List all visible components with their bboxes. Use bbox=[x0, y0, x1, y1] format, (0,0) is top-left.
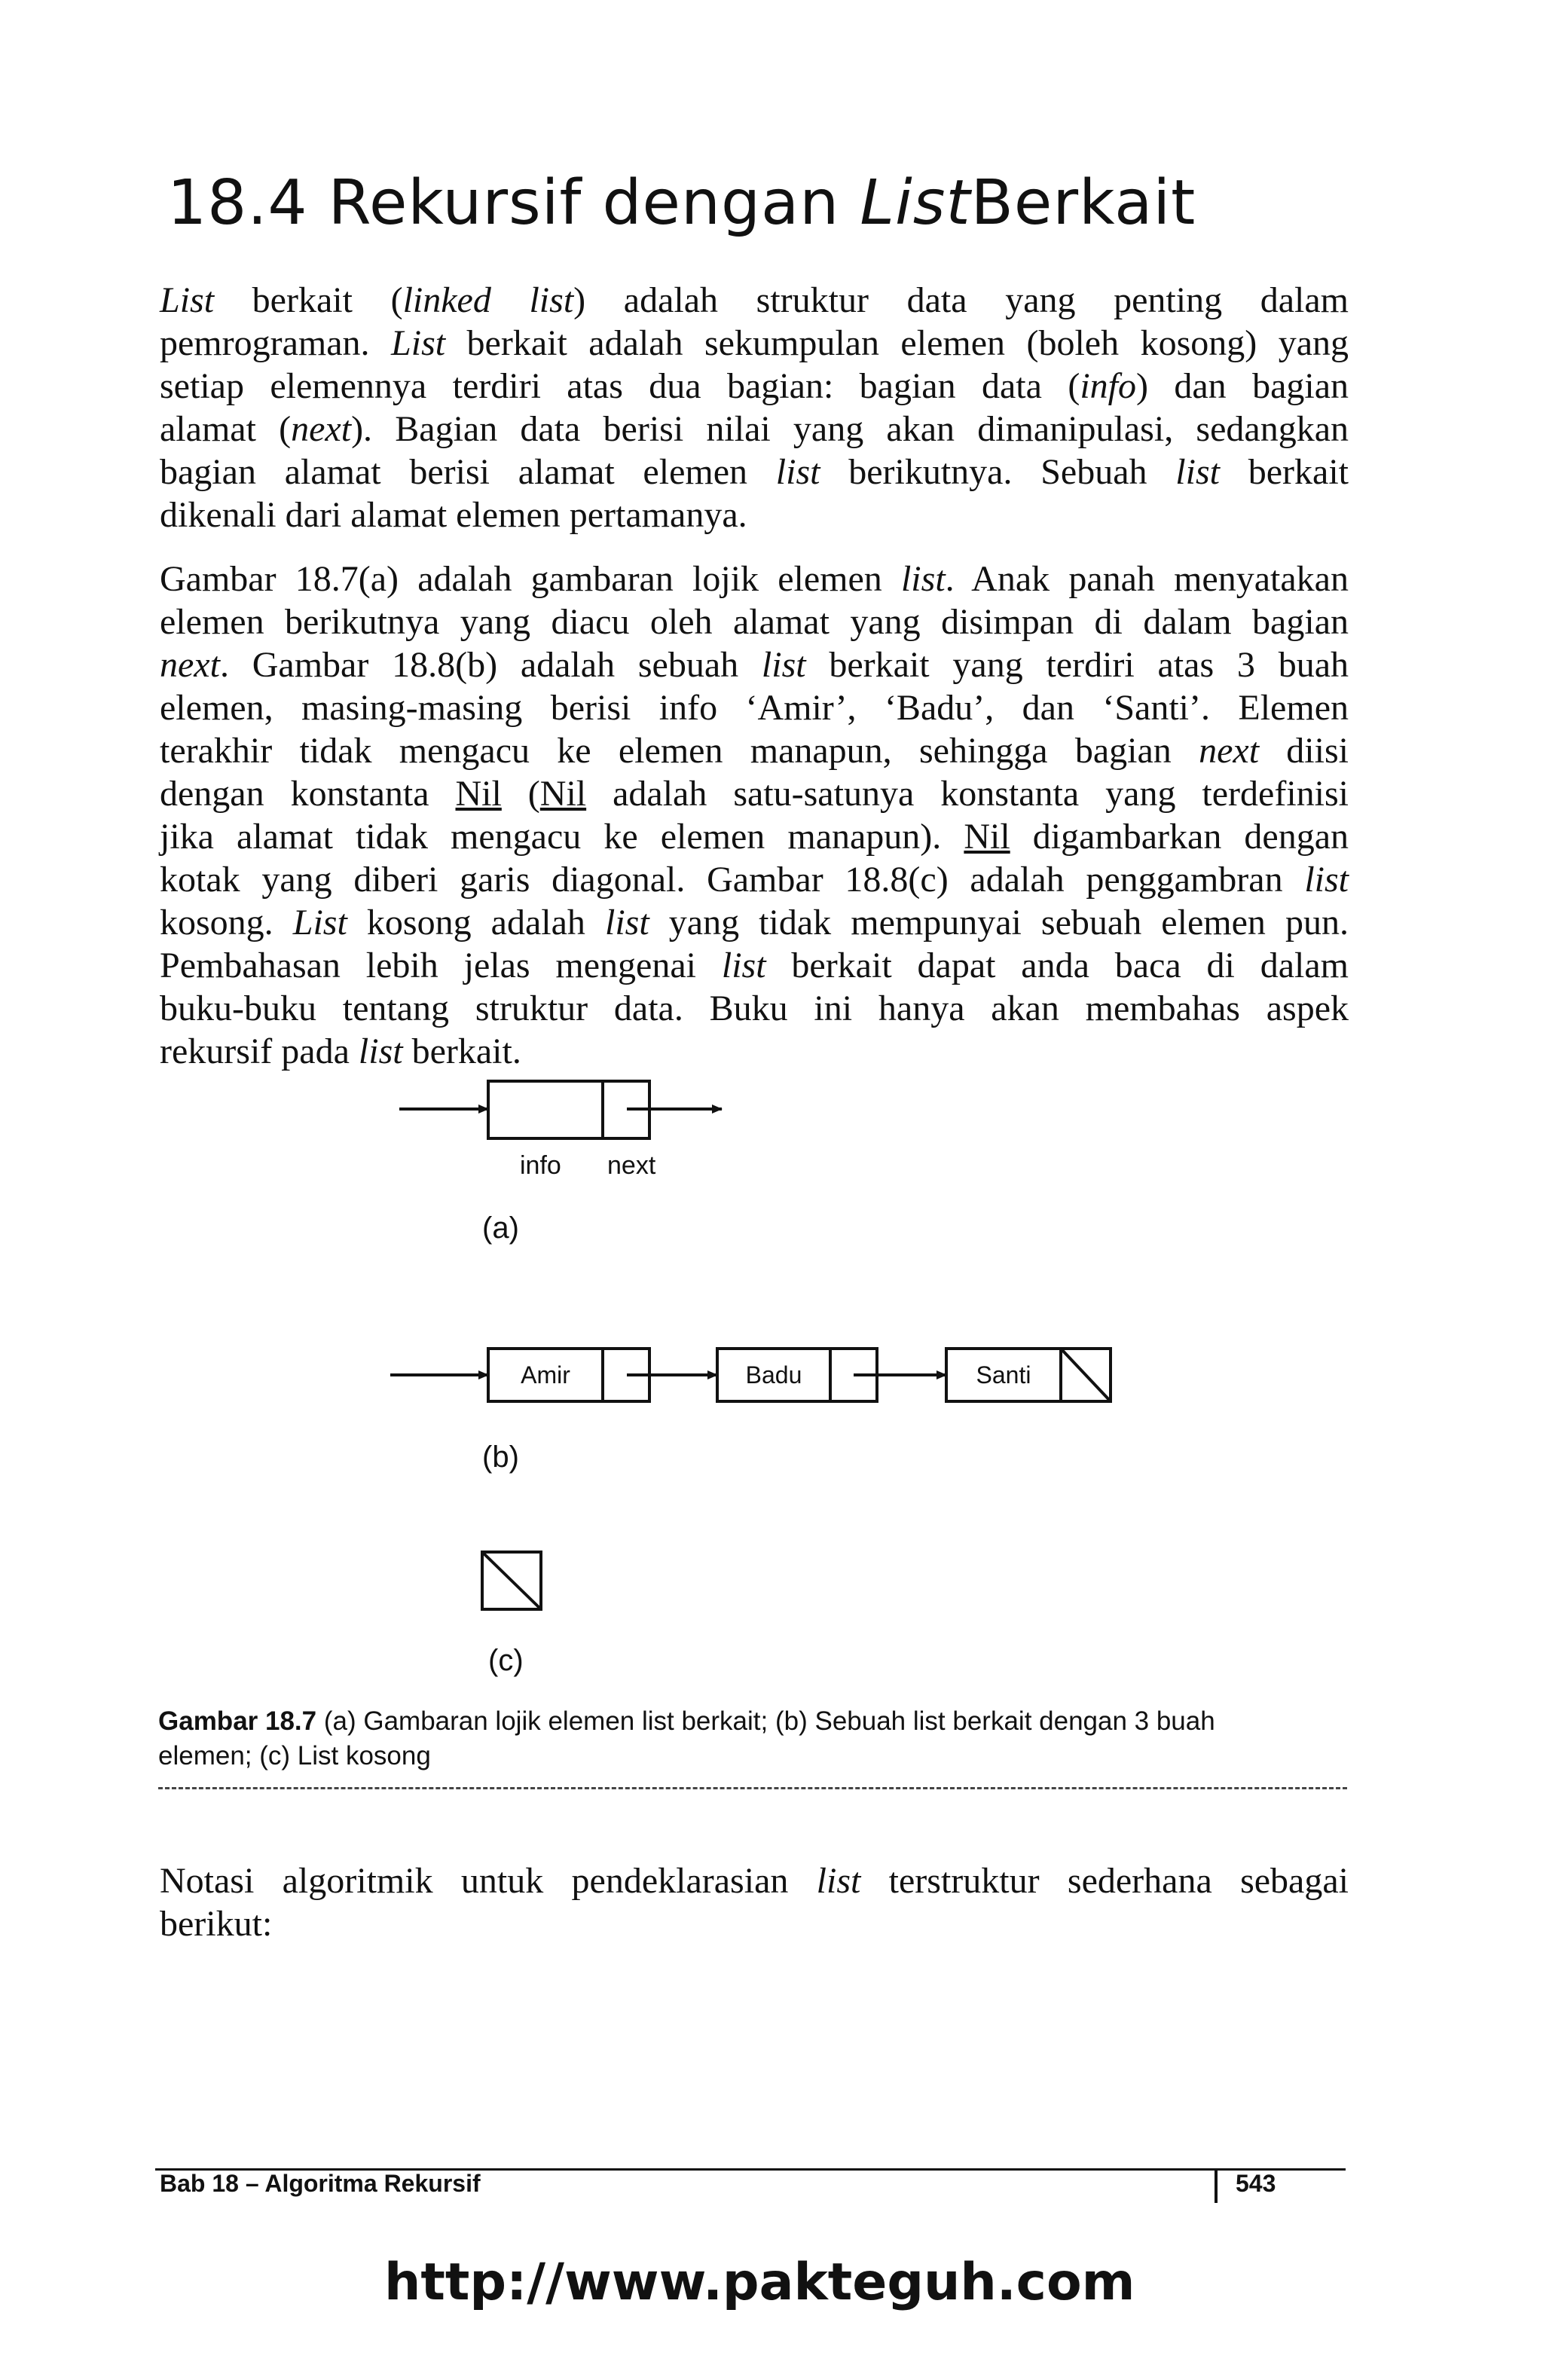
text-run: dikenali dari alamat elemen pertamanya. bbox=[160, 495, 747, 535]
text-run: elemen berikutnya yang diacu oleh alamat yang disimpan di dalam bagian bbox=[160, 602, 1349, 642]
text-run: diisi bbox=[1259, 731, 1349, 771]
text-run: berkait yang terdiri atas 3 buah bbox=[805, 645, 1349, 685]
text-line bbox=[160, 1859, 1349, 1902]
underlined-term: Nil bbox=[539, 774, 587, 814]
text-run: kotak yang diberi garis diagonal. Gambar 18.8(c) adalah penggambran bbox=[160, 860, 1305, 900]
text-run: berkait ( bbox=[214, 280, 403, 320]
text-run: . Anak panah menyatakan bbox=[945, 559, 1349, 599]
text-run: dengan konstanta bbox=[160, 774, 456, 814]
text-run: adalah satu-satunya konstanta yang terdefinisi bbox=[586, 774, 1349, 814]
text-run: berkait. bbox=[402, 1031, 521, 1071]
italic-term: list bbox=[816, 1861, 861, 1901]
text-run: Pembahasan lebih jelas mengenai bbox=[160, 946, 722, 985]
node-info-box-a bbox=[488, 1081, 603, 1138]
italic-term: linked list bbox=[402, 280, 574, 320]
text-run: berkait bbox=[1219, 452, 1349, 492]
next-label: next bbox=[607, 1151, 656, 1180]
figure-label-a: (a) bbox=[482, 1211, 519, 1245]
section-title-pre: Rekursif dengan bbox=[328, 167, 840, 239]
info-label: info bbox=[520, 1151, 561, 1180]
text-run: berkait dapat anda baca di dalam bbox=[765, 946, 1349, 985]
italic-term: list bbox=[761, 645, 806, 685]
node-label-amir: Amir bbox=[521, 1361, 570, 1389]
figure-label-b: (b) bbox=[482, 1441, 519, 1474]
footer-separator bbox=[1215, 2170, 1218, 2203]
section-number: 18.4 bbox=[167, 167, 308, 239]
text-run: buku-buku tentang struktur data. Buku ini hanya akan membahas aspek bbox=[160, 988, 1349, 1028]
section-title-post: Berkait bbox=[970, 167, 1196, 239]
italic-term: list bbox=[1175, 452, 1220, 492]
italic-term: info bbox=[1080, 366, 1136, 406]
underlined-term: Nil bbox=[455, 774, 502, 814]
text-run: setiap elemennya terdiri atas dua bagian: bagian data ( bbox=[160, 366, 1080, 406]
underlined-term: Nil bbox=[964, 817, 1010, 857]
text-run: ). Bagian data berisi nilai yang akan dimanipulasi, sedangkan bbox=[351, 409, 1349, 449]
italic-term: List bbox=[160, 280, 215, 320]
figure-label-c: (c) bbox=[488, 1644, 524, 1677]
italic-term: list bbox=[358, 1031, 403, 1071]
text-run: Notasi algoritmik untuk pendeklarasian bbox=[160, 1861, 817, 1901]
website-url: http://www.pakteguh.com bbox=[384, 2253, 1135, 2312]
text-run: rekursif pada bbox=[160, 1031, 359, 1071]
italic-term: list bbox=[605, 903, 649, 943]
text-run: yang tidak mempunyai sebuah elemen pun. bbox=[649, 903, 1349, 943]
italic-term: next bbox=[291, 409, 352, 449]
italic-term: list bbox=[775, 452, 820, 492]
italic-term: List bbox=[391, 323, 446, 363]
caption-divider bbox=[158, 1787, 1347, 1789]
italic-term: list bbox=[1304, 860, 1349, 900]
text-run: elemen, masing-masing berisi info ‘Amir’, ‘Badu’, dan ‘Santi’. Elemen bbox=[160, 688, 1349, 728]
text-run: kosong adalah bbox=[347, 903, 605, 943]
text-run: ( bbox=[501, 774, 540, 814]
footer-chapter-title: Bab 18 – Algoritma Rekursif bbox=[160, 2170, 481, 2197]
page-number: 543 bbox=[1236, 2170, 1276, 2197]
caption-figure-number: Gambar 18.7 bbox=[158, 1706, 317, 1736]
text-run: jika alamat tidak mengacu ke elemen manapun). bbox=[160, 817, 964, 857]
node-label-badu: Badu bbox=[745, 1361, 802, 1389]
text-run: berkait adalah sekumpulan elemen (boleh kosong) yang bbox=[445, 323, 1349, 363]
text-run: terakhir tidak mengacu ke elemen manapun, sehingga bagian bbox=[160, 731, 1199, 771]
caption-line-1 bbox=[158, 1704, 1349, 1739]
text-run: kosong. bbox=[160, 903, 293, 943]
italic-term: list bbox=[721, 946, 766, 985]
text-run: terstruktur sederhana sebagai bbox=[860, 1861, 1349, 1901]
node-label-santi: Santi bbox=[976, 1361, 1031, 1389]
italic-term: next bbox=[160, 645, 220, 685]
text-run: berikutnya. Sebuah bbox=[820, 452, 1176, 492]
text-run: ) adalah struktur data yang penting dalam bbox=[573, 280, 1349, 320]
italic-term: List bbox=[292, 903, 347, 943]
text-run: digambarkan dengan bbox=[1010, 817, 1349, 857]
nil-diagonal-b bbox=[1061, 1349, 1111, 1401]
italic-term: list bbox=[900, 559, 946, 599]
figure-caption bbox=[158, 1704, 1349, 1774]
caption-text-2: elemen; (c) List kosong bbox=[158, 1741, 431, 1770]
caption-text-1: (a) Gambaran lojik elemen list berkait; (b) Sebuah list berkait dengan 3 buah bbox=[316, 1706, 1215, 1736]
text-run: . Gambar 18.8(b) adalah sebuah bbox=[219, 645, 762, 685]
text-run: Gambar 18.7(a) adalah gambaran lojik elemen bbox=[160, 559, 901, 599]
text-run: ) dan bagian bbox=[1136, 366, 1349, 406]
text-run: bagian alamat berisi alamat elemen bbox=[160, 452, 776, 492]
text-line bbox=[160, 1902, 1349, 1945]
text-run: pemrograman. bbox=[160, 323, 392, 363]
paragraph-notation-intro bbox=[160, 1859, 1349, 1945]
nil-diagonal-c bbox=[482, 1552, 541, 1609]
text-run: berikut: bbox=[160, 1904, 273, 1944]
text-run: alamat ( bbox=[160, 409, 292, 449]
italic-term: next bbox=[1199, 731, 1260, 771]
section-title-italic: List bbox=[860, 167, 971, 239]
